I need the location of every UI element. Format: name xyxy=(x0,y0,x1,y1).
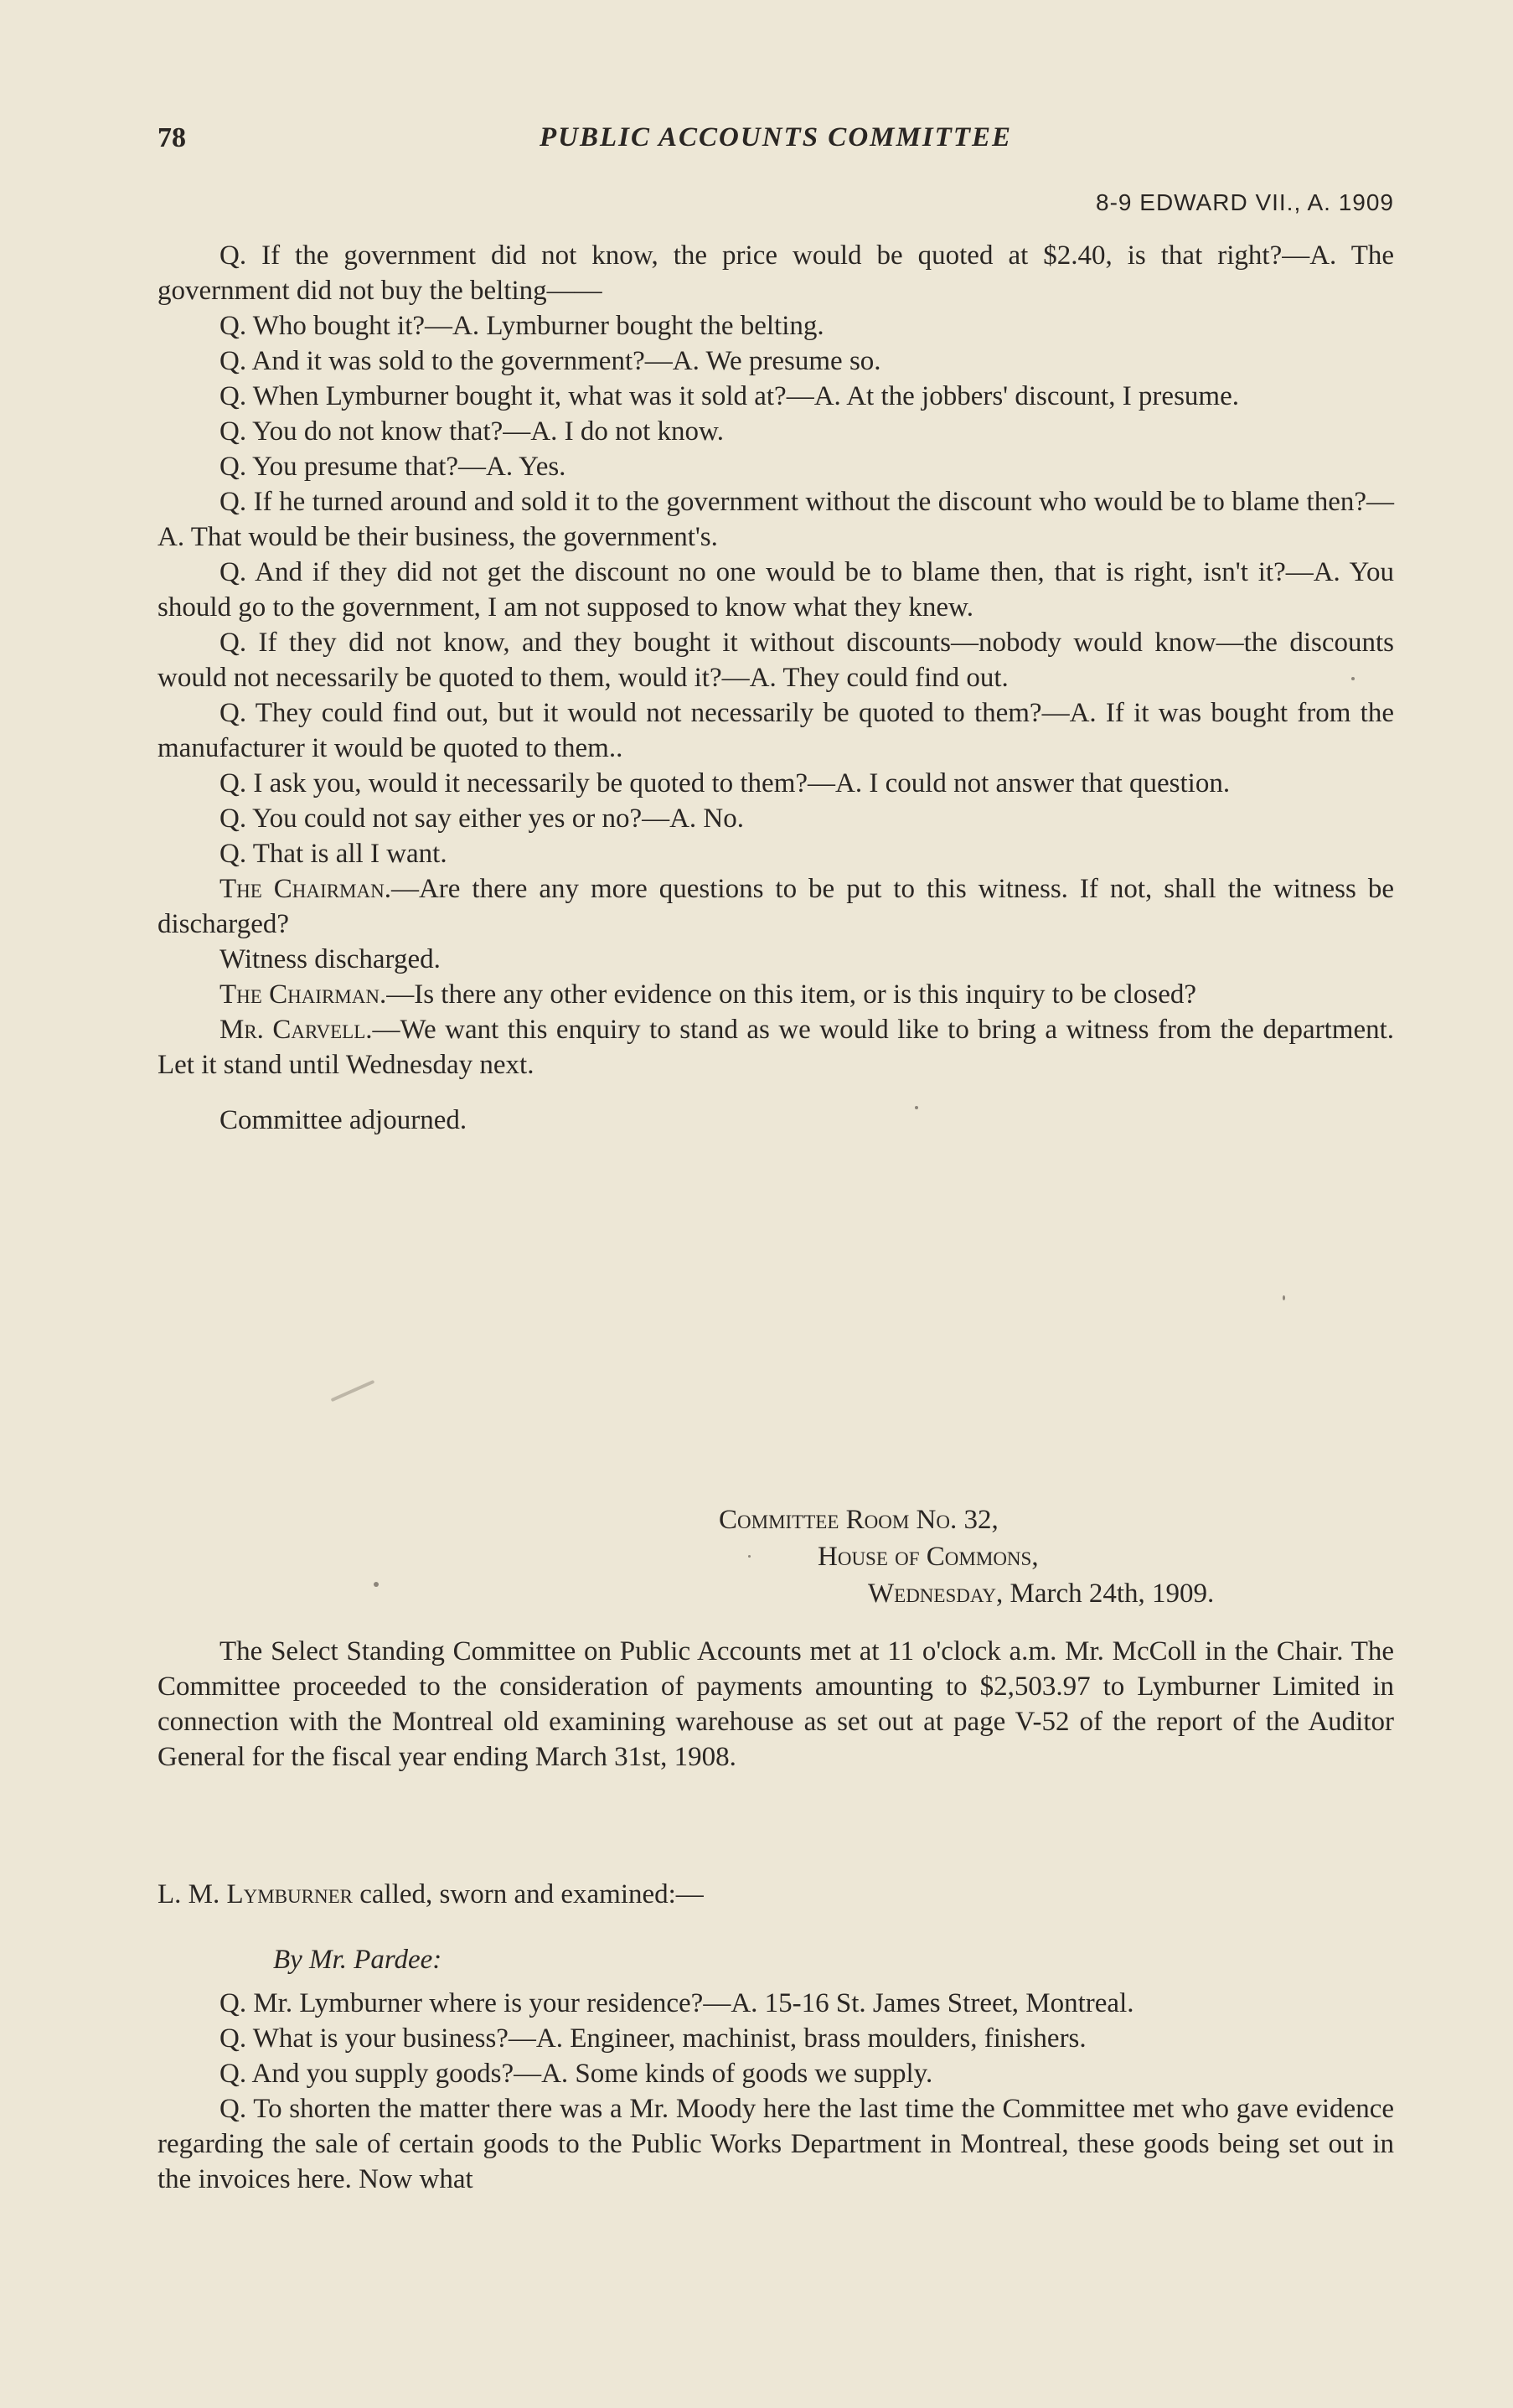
paragraph: Q. Mr. Lymburner where is your residence?—A. 15-16 St. James Street, Montreal. xyxy=(219,1988,1134,2018)
running-head xyxy=(157,122,1394,164)
paragraph: Q. If he turned around and sold it to the government without the discount who would be to blame then?—A. That would be their business, the government's. xyxy=(157,487,1394,552)
witness-suffix: called, sworn and examined:— xyxy=(353,1879,704,1909)
speaker-text: —We want this enquiry to stand as we would like to bring a witness from the department. Let it stand until Wednesday next. xyxy=(157,1015,1395,1080)
paragraph: Q. If they did not know, and they bought it without discounts—nobody would know—the discounts would not necessarily be quoted to them, would it?—A. They could find out. xyxy=(157,628,1394,693)
heading-date-text: March 24th, 1909. xyxy=(1003,1579,1215,1609)
paragraph: Q. You presume that?—A. Yes. xyxy=(219,452,566,482)
chairman-remark-2 xyxy=(157,977,1394,1012)
paragraph: Q. To shorten the matter there was a Mr. Moody here the last time the Committee met who gave evidence regarding the sale of certain goods to the Public Works Department in Montreal, these goods being set out in the invoices here. Now what xyxy=(157,2094,1394,2194)
paragraph: Q. That is all I want. xyxy=(219,839,447,869)
testimony-section-1 xyxy=(157,238,1394,1138)
witness-name: Lymburner xyxy=(226,1879,354,1909)
paper-speck xyxy=(748,1555,751,1558)
paragraph: Q. When Lymburner bought it, what was it sold at?—A. At the jobbers' discount, I presume. xyxy=(219,381,1239,411)
paper-speck xyxy=(374,1582,379,1587)
speaker-text: —Are there any more questions to be put to this witness. If not, shall the witness be discharged? xyxy=(157,874,1394,939)
meeting-heading xyxy=(719,1501,1406,1612)
examiner-byline: By Mr. Pardee: xyxy=(273,1945,442,1975)
speaker-name: The Chairman. xyxy=(219,979,387,1010)
page-number: 78 xyxy=(157,122,186,153)
meeting-paragraph-section xyxy=(157,1634,1394,1775)
paragraph: Q. What is your business?—A. Engineer, machinist, brass moulders, finishers. xyxy=(219,2023,1087,2054)
pencil-mark xyxy=(331,1380,375,1402)
speaker-name: Mr. Carvell. xyxy=(219,1015,373,1045)
carvell-remark xyxy=(157,1012,1394,1083)
paper-speck xyxy=(1351,677,1355,680)
heading-house: House of Commons, xyxy=(818,1542,1039,1572)
committee-adjourned: Committee adjourned. xyxy=(219,1105,467,1135)
paper-speck xyxy=(1283,1295,1285,1300)
heading-room: Committee Room No. 32, xyxy=(719,1505,999,1535)
paper-speck xyxy=(915,1106,918,1109)
session-label: 8-9 EDWARD VII., A. 1909 xyxy=(1096,189,1394,215)
testimony-section-2 xyxy=(157,1942,1394,2197)
paragraph: Q. I ask you, would it necessarily be quoted to them?—A. I could not answer that question. xyxy=(219,768,1231,798)
speaker-name: The Chairman. xyxy=(219,874,391,904)
paragraph: Q. And it was sold to the government?—A. We presume so. xyxy=(219,346,881,376)
witness-prefix: L. M. xyxy=(157,1879,227,1909)
paragraph: Q. You do not know that?—A. I do not know. xyxy=(219,416,724,447)
paragraph: Q. You could not say either yes or no?—A. No. xyxy=(219,804,745,834)
paragraph: Q. If the government did not know, the price would be quoted at $2.40, is that right?—A. The government did not buy the belting—— xyxy=(157,240,1394,306)
witness-section xyxy=(157,1877,1394,1912)
witness-discharged: Witness discharged. xyxy=(219,944,441,974)
heading-date xyxy=(868,1575,1406,1612)
paragraph: Q. And if they did not get the discount no one would be to blame then, that is right, isn't it?—A. You should go to the government, I am not supposed to know what they knew. xyxy=(157,557,1394,623)
witness-line xyxy=(157,1877,1394,1912)
chairman-remark-1 xyxy=(157,871,1394,942)
paragraph: Q. Who bought it?—A. Lymburner bought the belting. xyxy=(219,311,824,341)
speaker-text: —Is there any other evidence on this item, or is this inquiry to be closed? xyxy=(386,979,1197,1010)
running-title: PUBLIC ACCOUNTS COMMITTEE xyxy=(539,122,1013,152)
paragraph: Q. And you supply goods?—A. Some kinds of goods we supply. xyxy=(219,2059,933,2089)
heading-day: Wednesday, xyxy=(868,1579,1004,1609)
paragraph: Q. They could find out, but it would not necessarily be quoted to them?—A. If it was bought from the manufacturer it would be quoted to them.. xyxy=(157,698,1394,763)
meeting-paragraph: The Select Standing Committee on Public Accounts met at 11 o'clock a.m. Mr. McColl in the Chair. The Committee proceeded to the consideration of payments amounting to $2,503.97 to Lymburner Limited in connection with the Montreal old examining warehouse as set out at page V-52 of the report of the Auditor General for the fiscal year ending March 31st, 1908. xyxy=(157,1636,1394,1772)
